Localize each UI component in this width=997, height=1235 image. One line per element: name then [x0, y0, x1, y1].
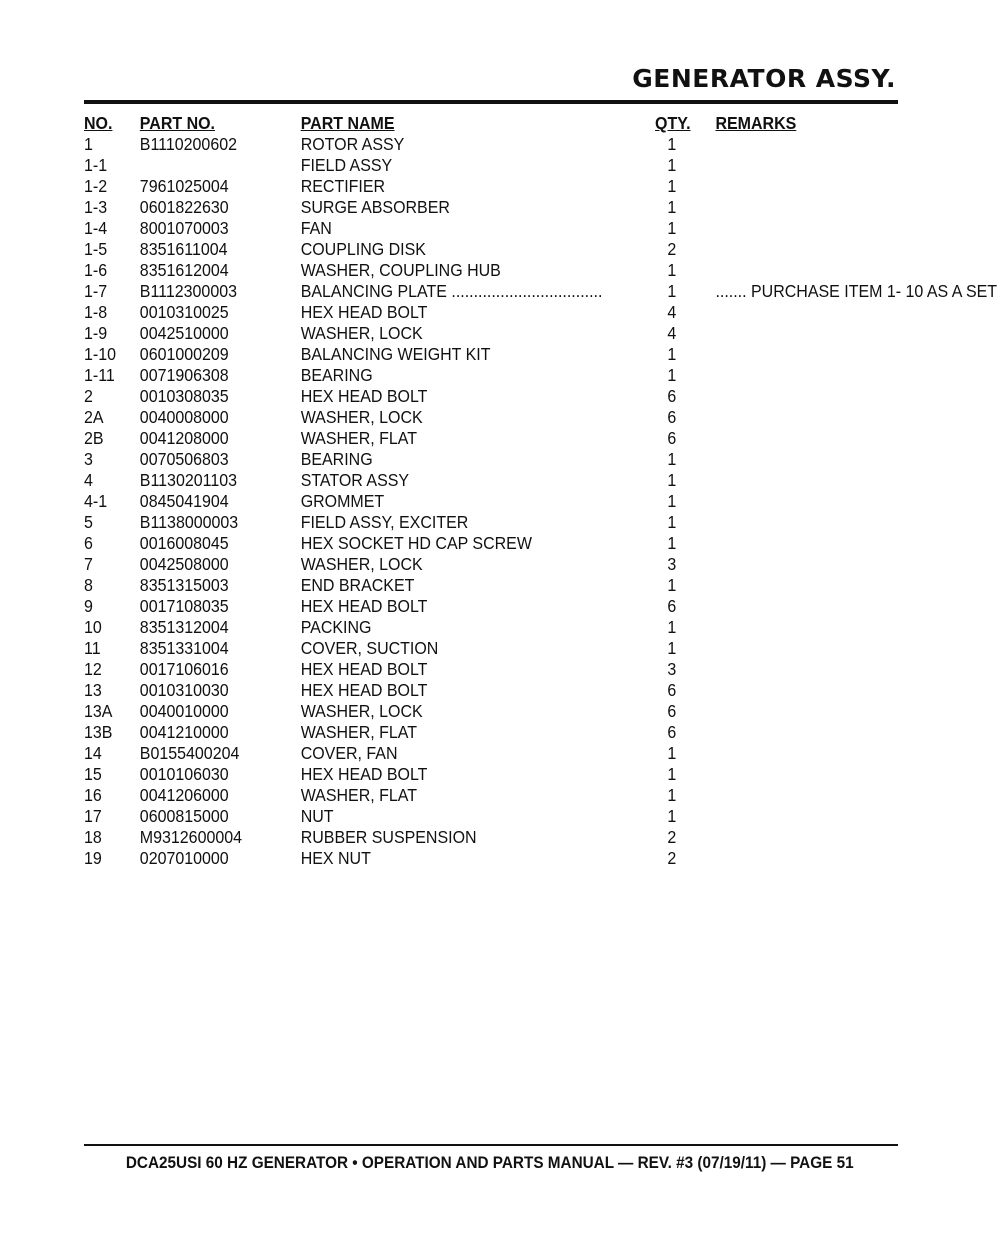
cell-no: 15 — [84, 764, 102, 784]
header-remarks: REMARKS — [715, 113, 797, 133]
cell-qty: 1 — [667, 470, 677, 490]
cell-qty: 2 — [667, 848, 677, 868]
cell-qty: 6 — [667, 722, 677, 742]
cell-qty: 6 — [667, 428, 677, 448]
cell-part-name: RUBBER SUSPENSION — [300, 827, 477, 847]
cell-no: 19 — [84, 848, 102, 868]
cell-qty: 1 — [667, 365, 677, 385]
cell-part-no: 0041206000 — [139, 785, 229, 805]
cell-no: 1-3 — [84, 197, 108, 217]
cell-qty: 3 — [667, 659, 677, 679]
cell-part-name: ROTOR ASSY — [300, 134, 405, 154]
cell-remarks: ....... PURCHASE ITEM 1- 10 AS A SET — [715, 281, 997, 301]
cell-no: 16 — [84, 785, 102, 805]
cell-qty: 6 — [667, 386, 677, 406]
cell-no: 2 — [84, 386, 93, 406]
cell-no: 9 — [84, 596, 93, 616]
cell-part-no: 0600815000 — [139, 806, 229, 826]
header-part-no: PART NO. — [139, 113, 215, 133]
cell-part-no: 0017108035 — [139, 596, 229, 616]
cell-no: 1-1 — [84, 155, 108, 175]
cell-qty: 1 — [667, 617, 677, 637]
cell-no: 4-1 — [84, 491, 108, 511]
header-qty: QTY. — [655, 113, 691, 133]
cell-no: 2B — [84, 428, 104, 448]
cell-no: 14 — [84, 743, 102, 763]
cell-part-name: BEARING — [300, 365, 373, 385]
table-row — [84, 659, 898, 680]
cell-part-no: 0010106030 — [139, 764, 229, 784]
table-row — [84, 617, 898, 638]
cell-qty: 1 — [667, 260, 677, 280]
table-row — [84, 155, 898, 176]
header-part-name: PART NAME — [300, 113, 395, 133]
cell-part-name: COVER, FAN — [300, 743, 398, 763]
table-row — [84, 491, 898, 512]
cell-no: 7 — [84, 554, 93, 574]
table-row — [84, 176, 898, 197]
cell-part-no: 0070506803 — [139, 449, 229, 469]
cell-part-name: NUT — [300, 806, 334, 826]
cell-part-name: WASHER, LOCK — [300, 554, 423, 574]
cell-no: 13B — [84, 722, 113, 742]
cell-part-no: 0042510000 — [139, 323, 229, 343]
cell-no: 2A — [84, 407, 104, 427]
cell-qty: 4 — [667, 323, 677, 343]
page-title: GENERATOR ASSY. — [632, 64, 896, 93]
table-row — [84, 428, 898, 449]
cell-part-no: 0010308035 — [139, 386, 229, 406]
cell-part-no: 0040010000 — [139, 701, 229, 721]
cell-no: 8 — [84, 575, 93, 595]
cell-part-name: BALANCING WEIGHT KIT — [300, 344, 491, 364]
cell-part-name: BEARING — [300, 449, 373, 469]
parts-table — [84, 113, 997, 869]
cell-qty: 6 — [667, 407, 677, 427]
cell-part-no: B1110200602 — [139, 134, 237, 154]
cell-part-no: 0071906308 — [139, 365, 229, 385]
cell-part-no: 0016008045 — [139, 533, 229, 553]
cell-part-no: 8351612004 — [139, 260, 229, 280]
cell-part-name: HEX HEAD BOLT — [300, 386, 428, 406]
cell-no: 12 — [84, 659, 102, 679]
cell-part-no: 0017106016 — [139, 659, 229, 679]
cell-no: 4 — [84, 470, 93, 490]
cell-no: 1-10 — [84, 344, 116, 364]
cell-qty: 4 — [667, 302, 677, 322]
table-row — [84, 533, 898, 554]
table-row — [84, 449, 898, 470]
table-row — [84, 134, 898, 155]
cell-part-name: HEX HEAD BOLT — [300, 764, 428, 784]
cell-qty: 2 — [667, 239, 677, 259]
cell-part-name: GROMMET — [300, 491, 385, 511]
page-footer: DCA25USI 60 HZ GENERATOR • OPERATION AND PARTS MANUAL — REV. #3 (07/19/11) — PAGE 51 — [126, 1153, 854, 1172]
cell-part-no: 8001070003 — [139, 218, 229, 238]
cell-part-name: WASHER, LOCK — [300, 323, 423, 343]
cell-part-name: WASHER, FLAT — [300, 785, 418, 805]
table-row — [84, 827, 898, 848]
cell-part-name: SURGE ABSORBER — [300, 197, 450, 217]
cell-no: 13A — [84, 701, 113, 721]
table-row — [84, 386, 898, 407]
cell-qty: 1 — [667, 197, 677, 217]
cell-part-no: 8351331004 — [139, 638, 229, 658]
cell-no: 5 — [84, 512, 93, 532]
table-body — [84, 134, 997, 869]
cell-part-name: HEX HEAD BOLT — [300, 302, 428, 322]
cell-part-name: HEX HEAD BOLT — [300, 680, 428, 700]
cell-qty: 6 — [667, 596, 677, 616]
cell-part-name: COVER, SUCTION — [300, 638, 439, 658]
cell-part-name: WASHER, LOCK — [300, 701, 423, 721]
table-row — [84, 848, 898, 869]
table-row — [84, 218, 898, 239]
cell-no: 11 — [84, 638, 101, 658]
cell-qty: 1 — [667, 491, 677, 511]
table-row — [84, 365, 898, 386]
table-row — [84, 239, 898, 260]
table-row — [84, 785, 898, 806]
cell-qty: 1 — [667, 176, 677, 196]
cell-qty: 1 — [667, 218, 677, 238]
cell-part-no: 0040008000 — [139, 407, 229, 427]
table-row — [84, 302, 898, 323]
cell-no: 1-7 — [84, 281, 108, 301]
cell-part-no: 0010310030 — [139, 680, 229, 700]
cell-part-no: 0041210000 — [139, 722, 229, 742]
table-row — [84, 554, 898, 575]
cell-part-name: FIELD ASSY — [300, 155, 393, 175]
cell-part-name: STATOR ASSY — [300, 470, 410, 490]
cell-part-name: END BRACKET — [300, 575, 415, 595]
cell-qty: 1 — [667, 449, 677, 469]
cell-no: 6 — [84, 533, 93, 553]
title-divider — [84, 100, 898, 104]
cell-part-name: FIELD ASSY, EXCITER — [300, 512, 469, 532]
table-row — [84, 512, 898, 533]
cell-qty: 3 — [667, 554, 677, 574]
cell-part-no: 0845041904 — [139, 491, 229, 511]
cell-part-no: M9312600004 — [139, 827, 243, 847]
cell-qty: 1 — [667, 575, 677, 595]
cell-part-no: 0207010000 — [139, 848, 229, 868]
cell-part-no: B1138000003 — [139, 512, 239, 532]
cell-no: 1 — [84, 134, 93, 154]
cell-part-no: 7961025004 — [139, 176, 229, 196]
cell-part-name: WASHER, FLAT — [300, 428, 418, 448]
cell-qty: 2 — [667, 827, 677, 847]
cell-part-name: HEX HEAD BOLT — [300, 659, 428, 679]
cell-part-name: HEX NUT — [300, 848, 371, 868]
cell-qty: 1 — [667, 533, 677, 553]
cell-qty: 1 — [667, 512, 677, 532]
cell-qty: 1 — [667, 806, 677, 826]
footer-divider — [84, 1144, 898, 1146]
cell-part-name: HEX HEAD BOLT — [300, 596, 428, 616]
cell-part-name: WASHER, COUPLING HUB — [300, 260, 501, 280]
cell-part-name: HEX SOCKET HD CAP SCREW — [300, 533, 532, 553]
cell-part-name: WASHER, FLAT — [300, 722, 418, 742]
table-row — [84, 344, 898, 365]
cell-qty: 1 — [667, 281, 677, 301]
cell-no: 1-6 — [84, 260, 108, 280]
table-row — [84, 638, 898, 659]
cell-qty: 6 — [667, 701, 677, 721]
cell-part-no: 0041208000 — [139, 428, 229, 448]
table-row — [84, 764, 898, 785]
cell-part-no: 8351611004 — [139, 239, 228, 259]
table-header — [84, 113, 898, 134]
table-row — [84, 281, 997, 302]
cell-qty: 1 — [667, 134, 677, 154]
table-row — [84, 743, 898, 764]
cell-no: 18 — [84, 827, 102, 847]
table-row — [84, 260, 898, 281]
cell-no: 1-2 — [84, 176, 108, 196]
table-row — [84, 722, 898, 743]
cell-part-name: BALANCING PLATE .................................. — [300, 281, 603, 301]
cell-qty: 1 — [667, 743, 677, 763]
table-row — [84, 575, 898, 596]
cell-no: 1-8 — [84, 302, 108, 322]
cell-no: 1-11 — [84, 365, 115, 385]
cell-no: 13 — [84, 680, 102, 700]
cell-qty: 1 — [667, 785, 677, 805]
cell-qty: 1 — [667, 764, 677, 784]
cell-part-no: 0042508000 — [139, 554, 229, 574]
cell-part-no: 8351315003 — [139, 575, 229, 595]
cell-qty: 1 — [667, 638, 677, 658]
cell-no: 10 — [84, 617, 102, 637]
cell-part-name: FAN — [300, 218, 332, 238]
cell-part-name: PACKING — [300, 617, 372, 637]
cell-part-no: B1112300003 — [139, 281, 237, 301]
cell-qty: 1 — [667, 344, 677, 364]
cell-no: 3 — [84, 449, 93, 469]
table-row — [84, 680, 898, 701]
table-row — [84, 323, 898, 344]
cell-part-no: 0010310025 — [139, 302, 229, 322]
cell-no: 1-9 — [84, 323, 108, 343]
cell-part-no: 0601822630 — [139, 197, 229, 217]
cell-part-name: WASHER, LOCK — [300, 407, 423, 427]
cell-no: 17 — [84, 806, 102, 826]
table-row — [84, 806, 898, 827]
cell-no: 1-5 — [84, 239, 108, 259]
table-row — [84, 701, 898, 722]
table-row — [84, 470, 898, 491]
cell-part-no: B0155400204 — [139, 743, 240, 763]
table-row — [84, 596, 898, 617]
cell-no: 1-4 — [84, 218, 108, 238]
header-no: NO. — [84, 113, 113, 133]
cell-qty: 1 — [667, 155, 677, 175]
cell-part-no: B1130201103 — [139, 470, 237, 490]
table-row — [84, 407, 898, 428]
cell-part-name: RECTIFIER — [300, 176, 386, 196]
cell-part-no: 0601000209 — [139, 344, 229, 364]
cell-part-name: COUPLING DISK — [300, 239, 426, 259]
table-row — [84, 197, 898, 218]
cell-part-no: 8351312004 — [139, 617, 229, 637]
cell-qty: 6 — [667, 680, 677, 700]
